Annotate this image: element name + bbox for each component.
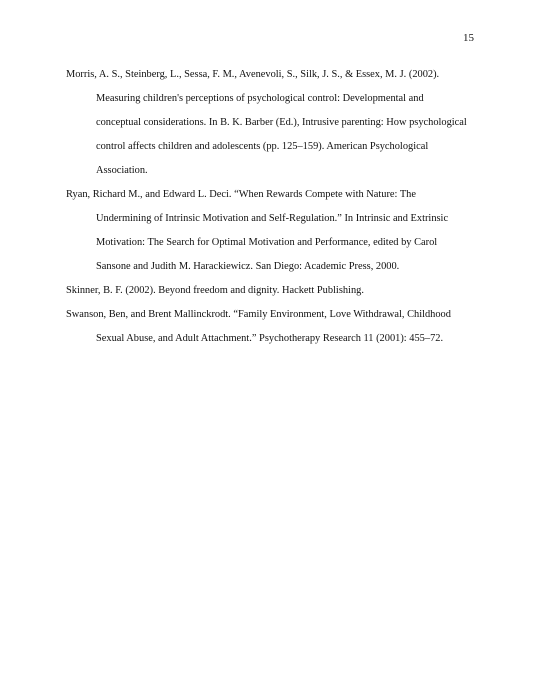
reference-line: control affects children and adolescents (pp. 125–159). American Psychological bbox=[96, 141, 429, 152]
reference-entry-swanson bbox=[66, 303, 482, 351]
reference-entry-skinner bbox=[66, 279, 482, 303]
reference-line: Association. bbox=[96, 165, 148, 176]
page-number: 15 bbox=[463, 32, 474, 44]
reference-entry-ryan bbox=[66, 183, 482, 279]
reference-line: Motivation: The Search for Optimal Motivation and Performance, edited by Carol bbox=[96, 237, 438, 248]
reference-line: Skinner, B. F. (2002). Beyond freedom and dignity. Hackett Publishing. bbox=[66, 285, 364, 296]
reference-line: Sexual Abuse, and Adult Attachment.” Psychotherapy Research 11 (2001): 455–72. bbox=[96, 333, 444, 344]
reference-line: Morris, A. S., Steinberg, L., Sessa, F. M., Avenevoli, S., Silk, J. S., & Essex, M. J. (2002). bbox=[66, 69, 440, 80]
reference-list bbox=[66, 63, 482, 351]
reference-line: Swanson, Ben, and Brent Mallinckrodt. “Family Environment, Love Withdrawal, Childhood bbox=[66, 309, 451, 320]
reference-line: Ryan, Richard M., and Edward L. Deci. “When Rewards Compete with Nature: The bbox=[66, 189, 416, 200]
reference-line: Measuring children's perceptions of psychological control: Developmental and bbox=[96, 93, 424, 104]
reference-entry-morris bbox=[66, 63, 482, 183]
reference-line: Sansone and Judith M. Harackiewicz. San Diego: Academic Press, 2000. bbox=[96, 261, 400, 272]
reference-line: Undermining of Intrinsic Motivation and Self-Regulation.” In Intrinsic and Extrinsic bbox=[96, 213, 449, 224]
reference-line: conceptual considerations. In B. K. Barber (Ed.), Intrusive parenting: How psychological bbox=[96, 117, 467, 128]
